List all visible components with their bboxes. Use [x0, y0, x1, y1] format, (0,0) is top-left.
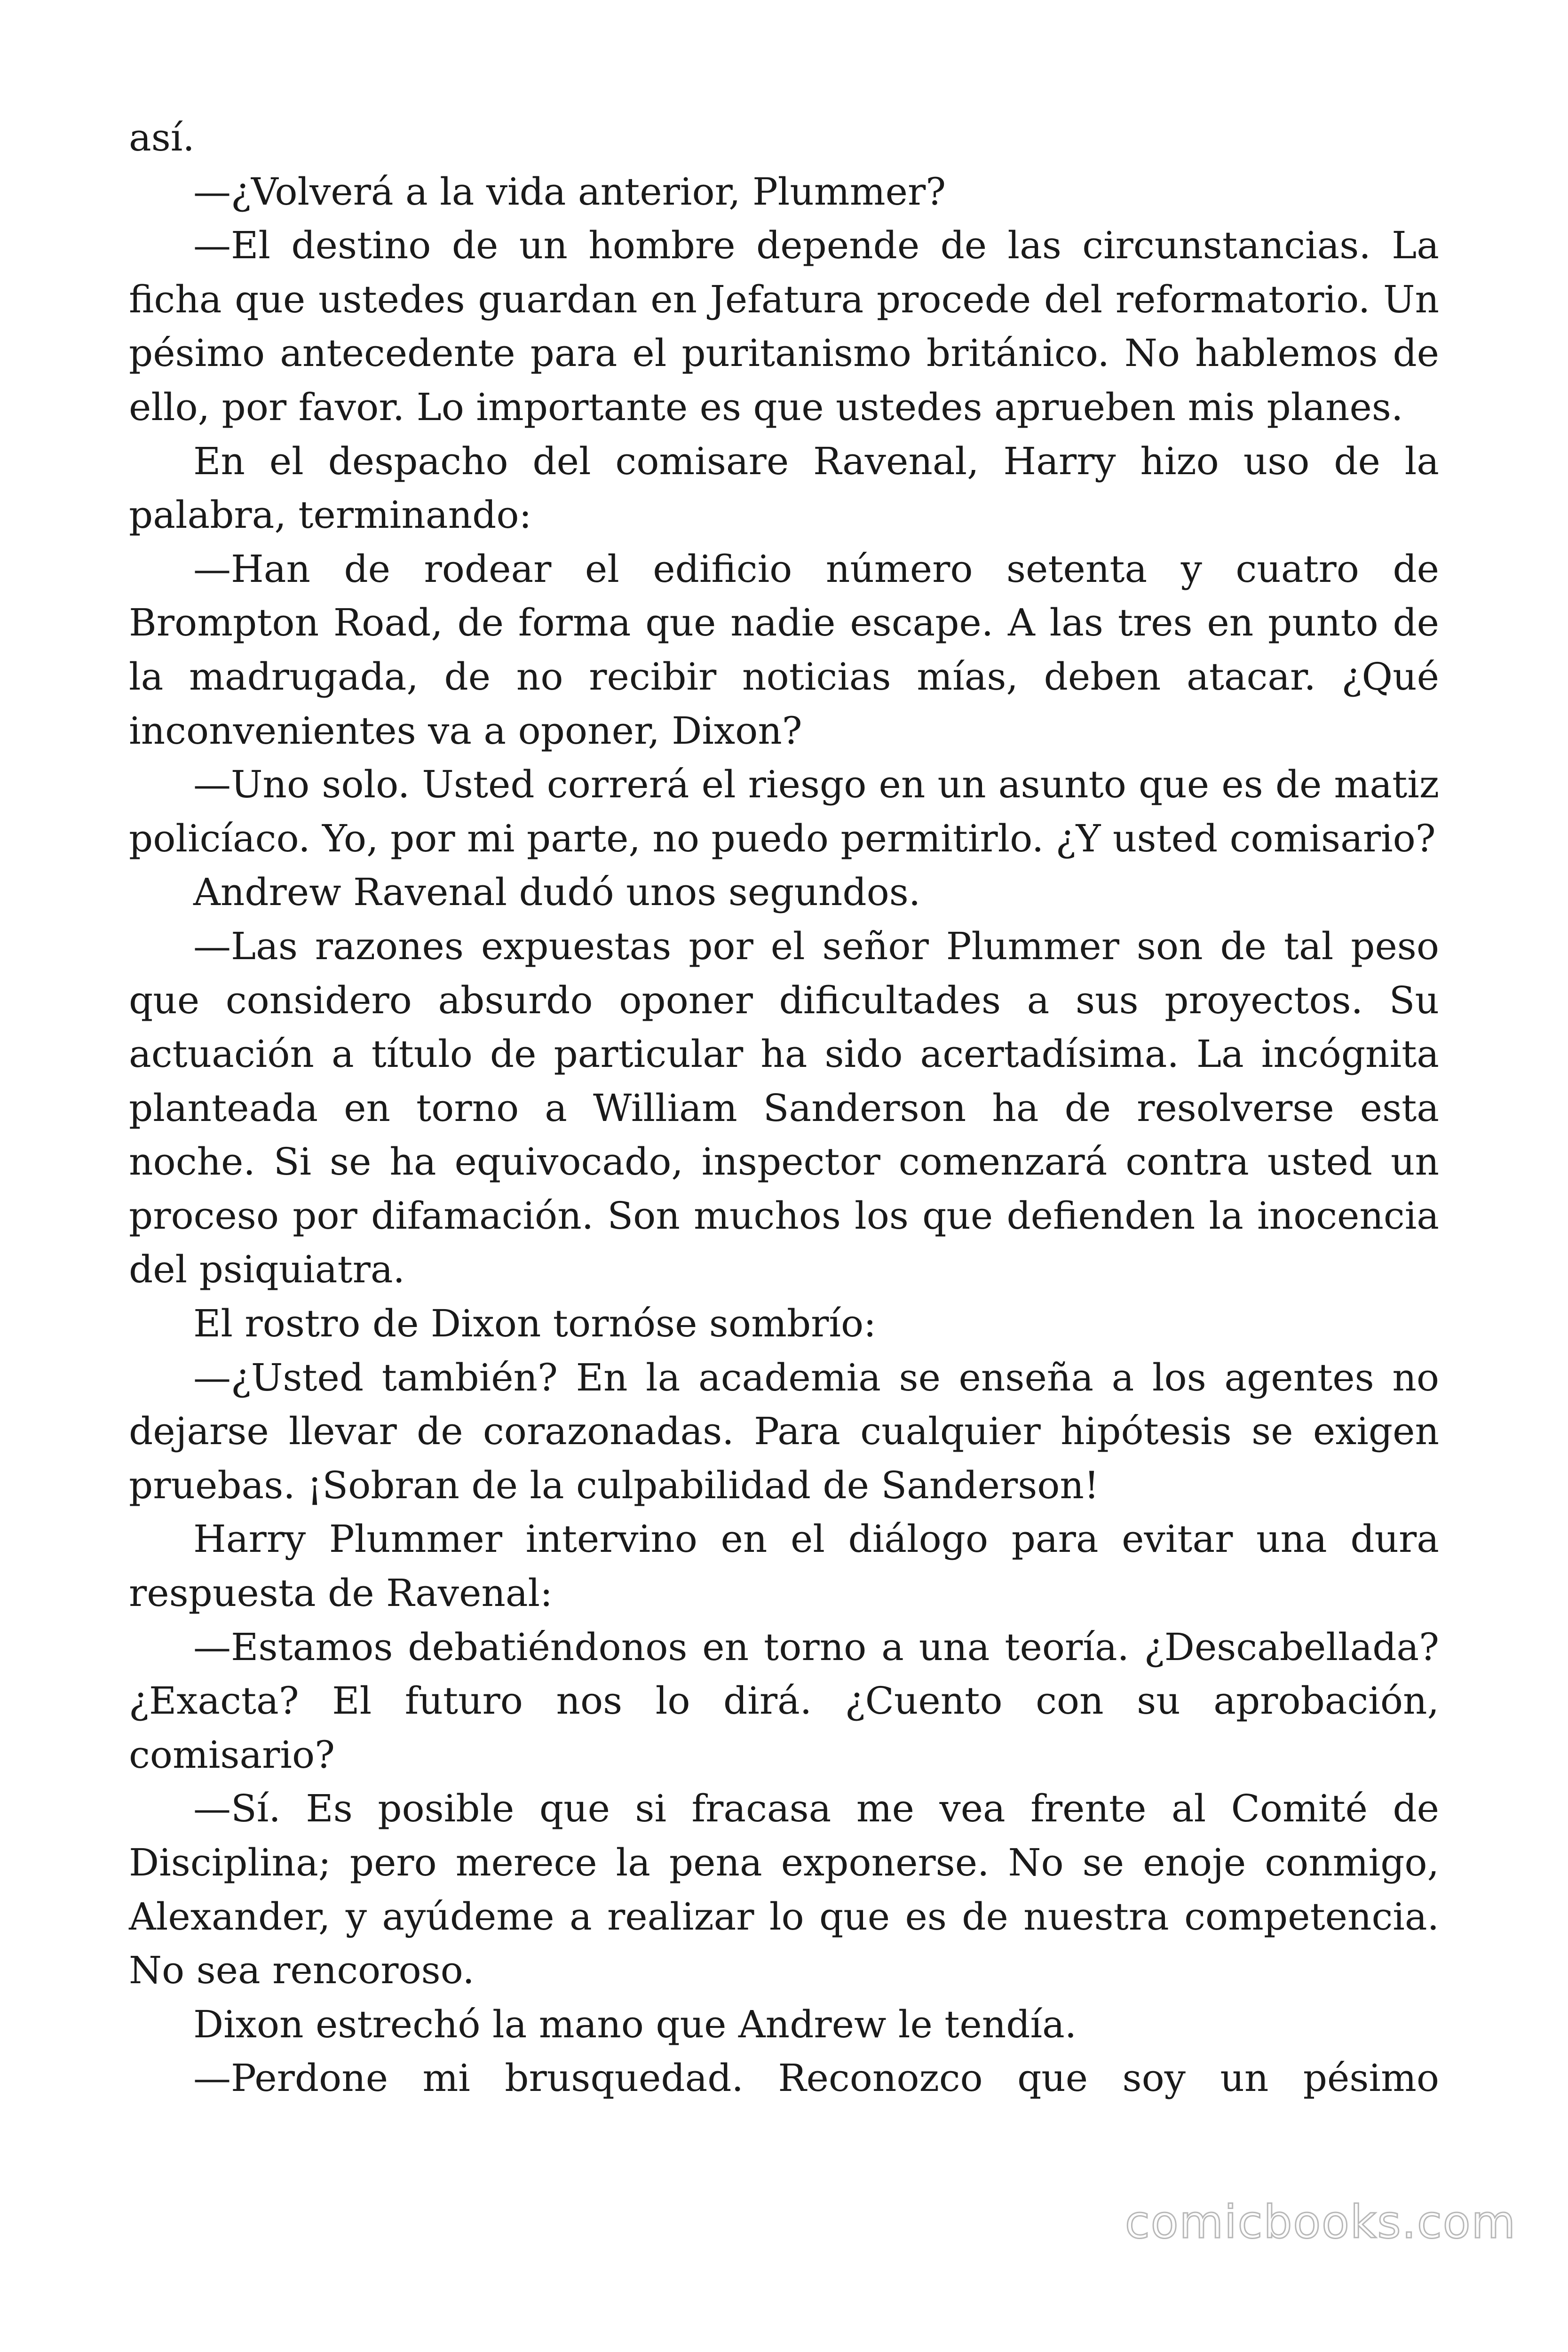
paragraph: —Estamos debatiéndonos en torno a una teoría. ¿Descabellada? ¿Exacta? El futuro nos lo dirá. ¿Cuento con su aprobación, comisario? — [129, 1625, 1439, 1777]
paragraph: —¿Usted también? En la academia se enseña a los agentes no dejarse llevar de corazonadas. Para cualquier hipótesis se exigen pruebas. ¡Sobran de la culpabilidad de Sanderson! — [129, 1355, 1439, 1507]
paragraph: Dixon estrechó la mano que Andrew le tendía. — [193, 2002, 1077, 2046]
body-text — [129, 111, 1439, 2106]
paragraph: así. — [129, 116, 195, 159]
paragraph: En el despacho del comisare Ravenal, Harry hizo uso de la palabra, terminando: — [129, 439, 1439, 537]
paragraph: Andrew Ravenal dudó unos segundos. — [193, 870, 921, 914]
paragraph: —El destino de un hombre depende de las circunstancias. La ficha que ustedes guardan en Jefatura procede del reformatorio. Un pésimo antecedente para el puritanismo británico. No hablemos de ello, por favor. Lo importante es que ustedes aprueben mis planes. — [129, 223, 1439, 429]
paragraph: —Perdone mi brusquedad. Reconozco que soy un pésimo — [193, 2056, 1439, 2100]
watermark: comicbooks.com — [1125, 2196, 1516, 2249]
paragraph: —Uno solo. Usted correrá el riesgo en un asunto que es de matiz policíaco. Yo, por mi parte, no puedo permitirlo. ¿Y usted comisario? — [129, 763, 1439, 860]
paragraph: —Han de rodear el edificio número setenta y cuatro de Brompton Road, de forma que nadie escape. A las tres en punto de la madrugada, de no recibir noticias mías, deben atacar. ¿Qué inconvenientes va a oponer, Dixon? — [129, 547, 1439, 753]
paragraph: —¿Volverá a la vida anterior, Plummer? — [193, 169, 946, 214]
paragraph: —Las razones expuestas por el señor Plummer son de tal peso que considero absurdo oponer dificultades a sus proyectos. Su actuación a título de particular ha sido acertadísima. La incógnita planteada en torno a William Sanderson ha de resolverse esta noche. Si se ha equivocado, inspector comenzará contra usted un proceso por difamación. Son muchos los que defienden la inocencia del psiquiatra. — [129, 924, 1439, 1292]
paragraph: Harry Plummer intervino en el diálogo para evitar una dura respuesta de Ravenal: — [129, 1517, 1439, 1615]
paragraph: —Sí. Es posible que si fracasa me vea frente al Comité de Disciplina; pero merece la pena exponerse. No se enoje conmigo, Alexander, y ayúdeme a realizar lo que es de nuestra competencia. No sea rencoroso. — [129, 1787, 1439, 1993]
paragraph: El rostro de Dixon tornóse sombrío: — [193, 1302, 877, 1346]
